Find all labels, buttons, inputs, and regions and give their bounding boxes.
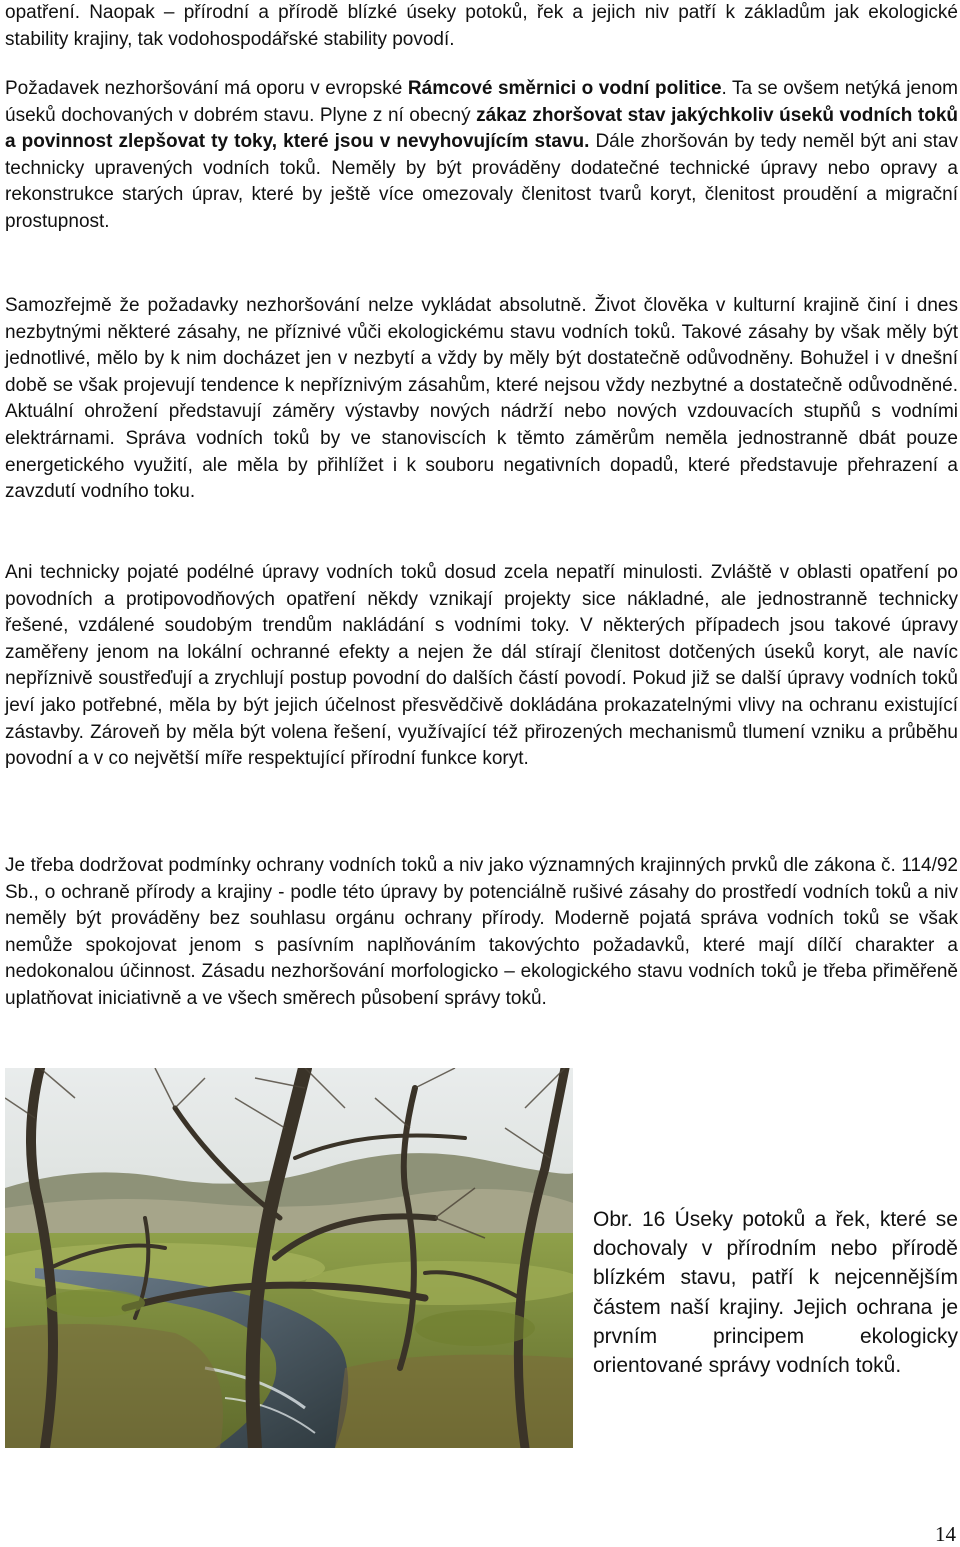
paragraph [5, 76, 958, 236]
bold-text-run: Rámcové směrnici o vodní politice [407, 78, 722, 99]
text-run: opatření. Naopak – přírodní a přírodě blízké úseky potoků, řek a jejich niv patří k základům jak ekologické stability krajiny, tak vodohospodářské stability povodí. [5, 2, 958, 50]
text-run: Ani technicky pojaté podélné úpravy vodních toků dosud zcela nepatří minulosti. Zvláště v oblasti opatření po povodních a protipovodňových opatření někdy vznikají projekty sice nákladné, ale jednostranně technicky řešené, vzdálené soudobým trendům nakládání s vodními toky. V některých případech jsou takové úpravy zaměřeny jenom na lokální ochranné efekty a nejen že dál stírají členitost dotčených úseků koryt, ale navíc nepříznivě soustřeďují a zrychlují postup povodní do dalších částí povodí. Pokud již se další úpravy vodních toků jeví jako potřebné, měla by být jejich účelnost přesvědčivě dokládána prokazatelnými vlivy na ochranu existující zástavby. Zároveň by měla být volena řešení, využívající též přirozených mechanismů tlumení vzniku a průběhu povodní a v co největší míře respektující přírodní funkce koryt. [5, 562, 958, 770]
paragraph [5, 293, 958, 506]
paragraph [5, 560, 958, 773]
text-run: Je třeba dodržovat podmínky ochrany vodních toků a niv jako významných krajinných prvků dle zákona č. 114/92 Sb., o ochraně přírody a krajiny - podle této úpravy by potenciálně rušivé zásahy do prostředí vodních toků a niv neměly být prováděny bez souhlasu orgánu ochrany přírody. Moderně pojatá správa vodních toků se však nemůže spokojovat jenom s pasívním naplňováním takovýchto požadavků, které mají dílčí charakter a nedokonalou účinnost. Zásadu nezhoršování morfologicko – ekologického stavu vodních toků je třeba přiměřeně uplatňovat iniciativně a ve všech směrech působení správy toků. [5, 855, 958, 1009]
stream-photo-image [5, 1068, 573, 1448]
stream-photo [5, 1068, 573, 1448]
text-run: Samozřejmě že požadavky nezhoršování nelze vykládat absolutně. Život člověka v kulturní krajině činí i dnes nezbytnými některé zásahy, ne příznivé vůči ekologickému stavu vodních toků. Takové zásahy by však měly být jednotlivé, mělo by k nim docházet jen v nezbytí a vždy by měly být dostatečně odůvodněny. Bohužel i v dnešní době se však projevují tendence k nepříznivým zásahům, které nejsou vždy nezbytné a dostatečně odůvodněné. Aktuální ohrožení představují záměry výstavby nových nádrží nebo nových vzdouvacích stupňů s vodními elektrárnami. Správa vodních toků by ve stanoviscích k těmto záměrům neměla jednostranně dbát pouze energetického využití, ale měla by přihlížet i k souboru negativních dopadů, které představuje přehrazení a zavzdutí vodního toku. [5, 295, 958, 503]
paragraph [5, 0, 958, 53]
figure-caption: Obr. 16 Úseky potoků a řek, které se dochovaly v přírodním nebo přírodě blízkém stavu, patří k nejcennějším částem naší krajiny. Jejich ochrana je prvním principem ekologicky orientované správy vodních toků. [593, 1208, 958, 1378]
text-run: Dále zhoršován by tedy neměl být ani stav technicky upravených vodních toků. Neměly by být prováděny dodatečné technické úpravy nebo opravy a rekonstrukce starých úprav, které by ještě více omezovaly členitost tvarů koryt, členitost proudění a migrační prostupnost. [5, 131, 958, 232]
paragraph [5, 853, 958, 1013]
text-run: . Ta se ovšem netýká jenom úseků dochovaných v dobrém stavu. Plyne z ní obecný [5, 78, 958, 126]
page-number: 14 [935, 1522, 956, 1546]
bold-text-run: zákaz zhoršovat stav jakýchkoliv úseků vodních toků a povinnost zlepšovat ty toky, které jsou v nevyhovujícím stavu. [5, 104, 958, 153]
text-run: Požadavek nezhoršování má oporu v evropské [5, 78, 408, 99]
